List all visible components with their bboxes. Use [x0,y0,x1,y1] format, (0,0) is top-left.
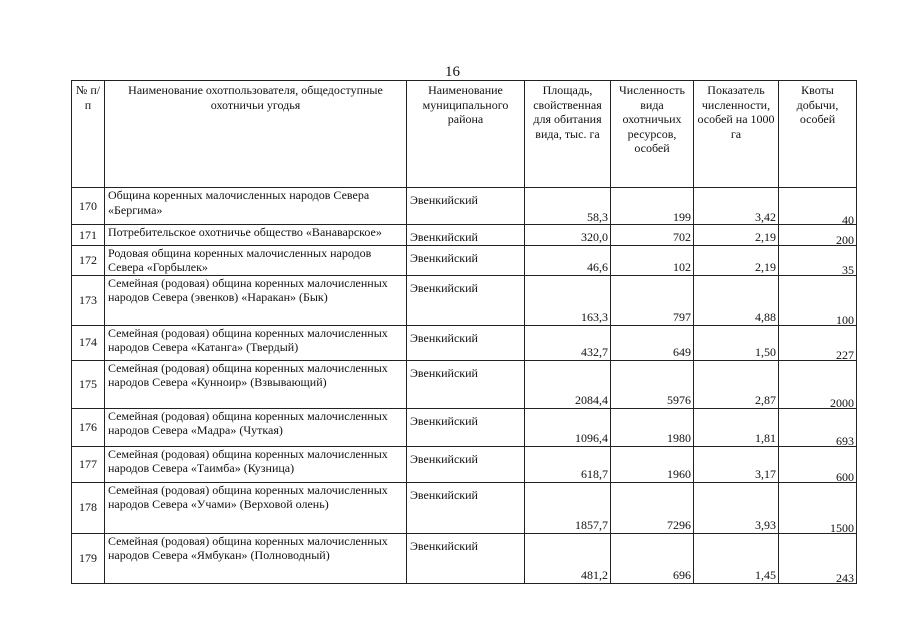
area-value: 1096,4 [525,408,611,446]
area-value: 2084,4 [525,360,611,408]
hunting-user-name: Родовая община коренных малочисленных народов Севера «Горбылек» [105,245,407,275]
row-number: 178 [72,482,105,533]
population-count: 5976 [611,360,694,408]
harvest-quota [779,446,857,482]
harvest-quota [779,245,857,275]
row-number: 172 [72,245,105,275]
density-index: 1,81 [694,408,779,446]
header-index: Показатель численности, особей на 1000 га [694,81,779,188]
district-name: Эвенкийский [407,225,525,246]
header-district: Наименование муниципального района [407,81,525,188]
district-name: Эвенкийский [407,408,525,446]
quota-value: 227 [836,348,854,360]
quota-value: 693 [836,434,854,446]
hunting-user-name: Семейная (родовая) община коренных малочисленных народов Севера «Таимба» (Кузница) [105,446,407,482]
header-num: № п/п [72,81,105,188]
header-name: Наименование охотпользователя, общедоступные охотничьи угодья [105,81,407,188]
hunting-user-name: Семейная (родовая) община коренных малочисленных народов Севера «Учами» (Верховой олень) [105,482,407,533]
row-number: 175 [72,360,105,408]
header-quota: Квоты добычи, особей [779,81,857,188]
district-name: Эвенкийский [407,325,525,360]
hunting-user-name: Семейная (родовая) община коренных малочисленных народов Севера (эвенков) «Наракан» (Бык) [105,275,407,325]
table-row [72,408,857,446]
area-value: 46,6 [525,245,611,275]
table-row [72,325,857,360]
quota-value: 35 [842,263,854,275]
population-count: 702 [611,225,694,246]
district-name: Эвенкийский [407,245,525,275]
row-number: 170 [72,188,105,225]
hunting-quota-table [71,80,857,584]
table-row [72,482,857,533]
header-area: Площадь, свойственная для обитания вида, тыс. га [525,81,611,188]
district-name: Эвенкийский [407,533,525,583]
density-index: 2,19 [694,245,779,275]
area-value: 320,0 [525,225,611,246]
row-number: 177 [72,446,105,482]
table-header-row [72,81,857,188]
district-name: Эвенкийский [407,188,525,225]
density-index: 2,19 [694,225,779,246]
area-value: 618,7 [525,446,611,482]
area-value: 432,7 [525,325,611,360]
hunting-user-name: Потребительское охотничье общество «Ванаварское» [105,225,407,246]
row-number: 174 [72,325,105,360]
quota-value: 2000 [830,396,854,408]
row-number: 173 [72,275,105,325]
district-name: Эвенкийский [407,275,525,325]
density-index: 2,87 [694,360,779,408]
table-row [72,533,857,583]
quota-value: 40 [842,212,854,225]
density-index: 4,88 [694,275,779,325]
population-count: 649 [611,325,694,360]
row-number: 171 [72,225,105,246]
district-name: Эвенкийский [407,482,525,533]
harvest-quota [779,225,857,246]
header-count: Численность вида охотничьих ресурсов, особей [611,81,694,188]
quota-value: 100 [836,313,854,325]
hunting-user-name: Семейная (родовая) община коренных малочисленных народов Севера «Мадра» (Чуткая) [105,408,407,446]
population-count: 1960 [611,446,694,482]
table-body [72,188,857,584]
district-name: Эвенкийский [407,446,525,482]
area-value: 481,2 [525,533,611,583]
row-number: 176 [72,408,105,446]
area-value: 163,3 [525,275,611,325]
population-count: 696 [611,533,694,583]
table-row [72,360,857,408]
table-row [72,225,857,246]
hunting-user-name: Семейная (родовая) община коренных малочисленных народов Севера «Катанга» (Твердый) [105,325,407,360]
population-count: 797 [611,275,694,325]
density-index: 1,45 [694,533,779,583]
population-count: 199 [611,188,694,225]
quota-value: 600 [836,470,854,482]
area-value: 58,3 [525,188,611,225]
table-row [72,188,857,225]
page-number: 16 [445,64,460,80]
hunting-user-name: Семейная (родовая) община коренных малочисленных народов Севера «Ямбукан» (Полноводный) [105,533,407,583]
harvest-quota [779,188,857,225]
district-name: Эвенкийский [407,360,525,408]
harvest-quota [779,360,857,408]
table-row [72,245,857,275]
hunting-user-name: Семейная (родовая) община коренных малочисленных народов Севера «Кунноир» (Взвывающий) [105,360,407,408]
row-number: 179 [72,533,105,583]
harvest-quota [779,275,857,325]
population-count: 1980 [611,408,694,446]
table-row [72,446,857,482]
table-row [72,275,857,325]
harvest-quota [779,482,857,533]
population-count: 7296 [611,482,694,533]
quota-value: 243 [836,571,854,583]
density-index: 3,17 [694,446,779,482]
density-index: 3,93 [694,482,779,533]
quota-value: 200 [836,233,854,245]
harvest-quota [779,325,857,360]
area-value: 1857,7 [525,482,611,533]
population-count: 102 [611,245,694,275]
hunting-user-name: Община коренных малочисленных народов Севера «Бергима» [105,188,407,225]
density-index: 3,42 [694,188,779,225]
quota-value: 1500 [830,521,854,533]
density-index: 1,50 [694,325,779,360]
harvest-quota [779,533,857,583]
harvest-quota [779,408,857,446]
